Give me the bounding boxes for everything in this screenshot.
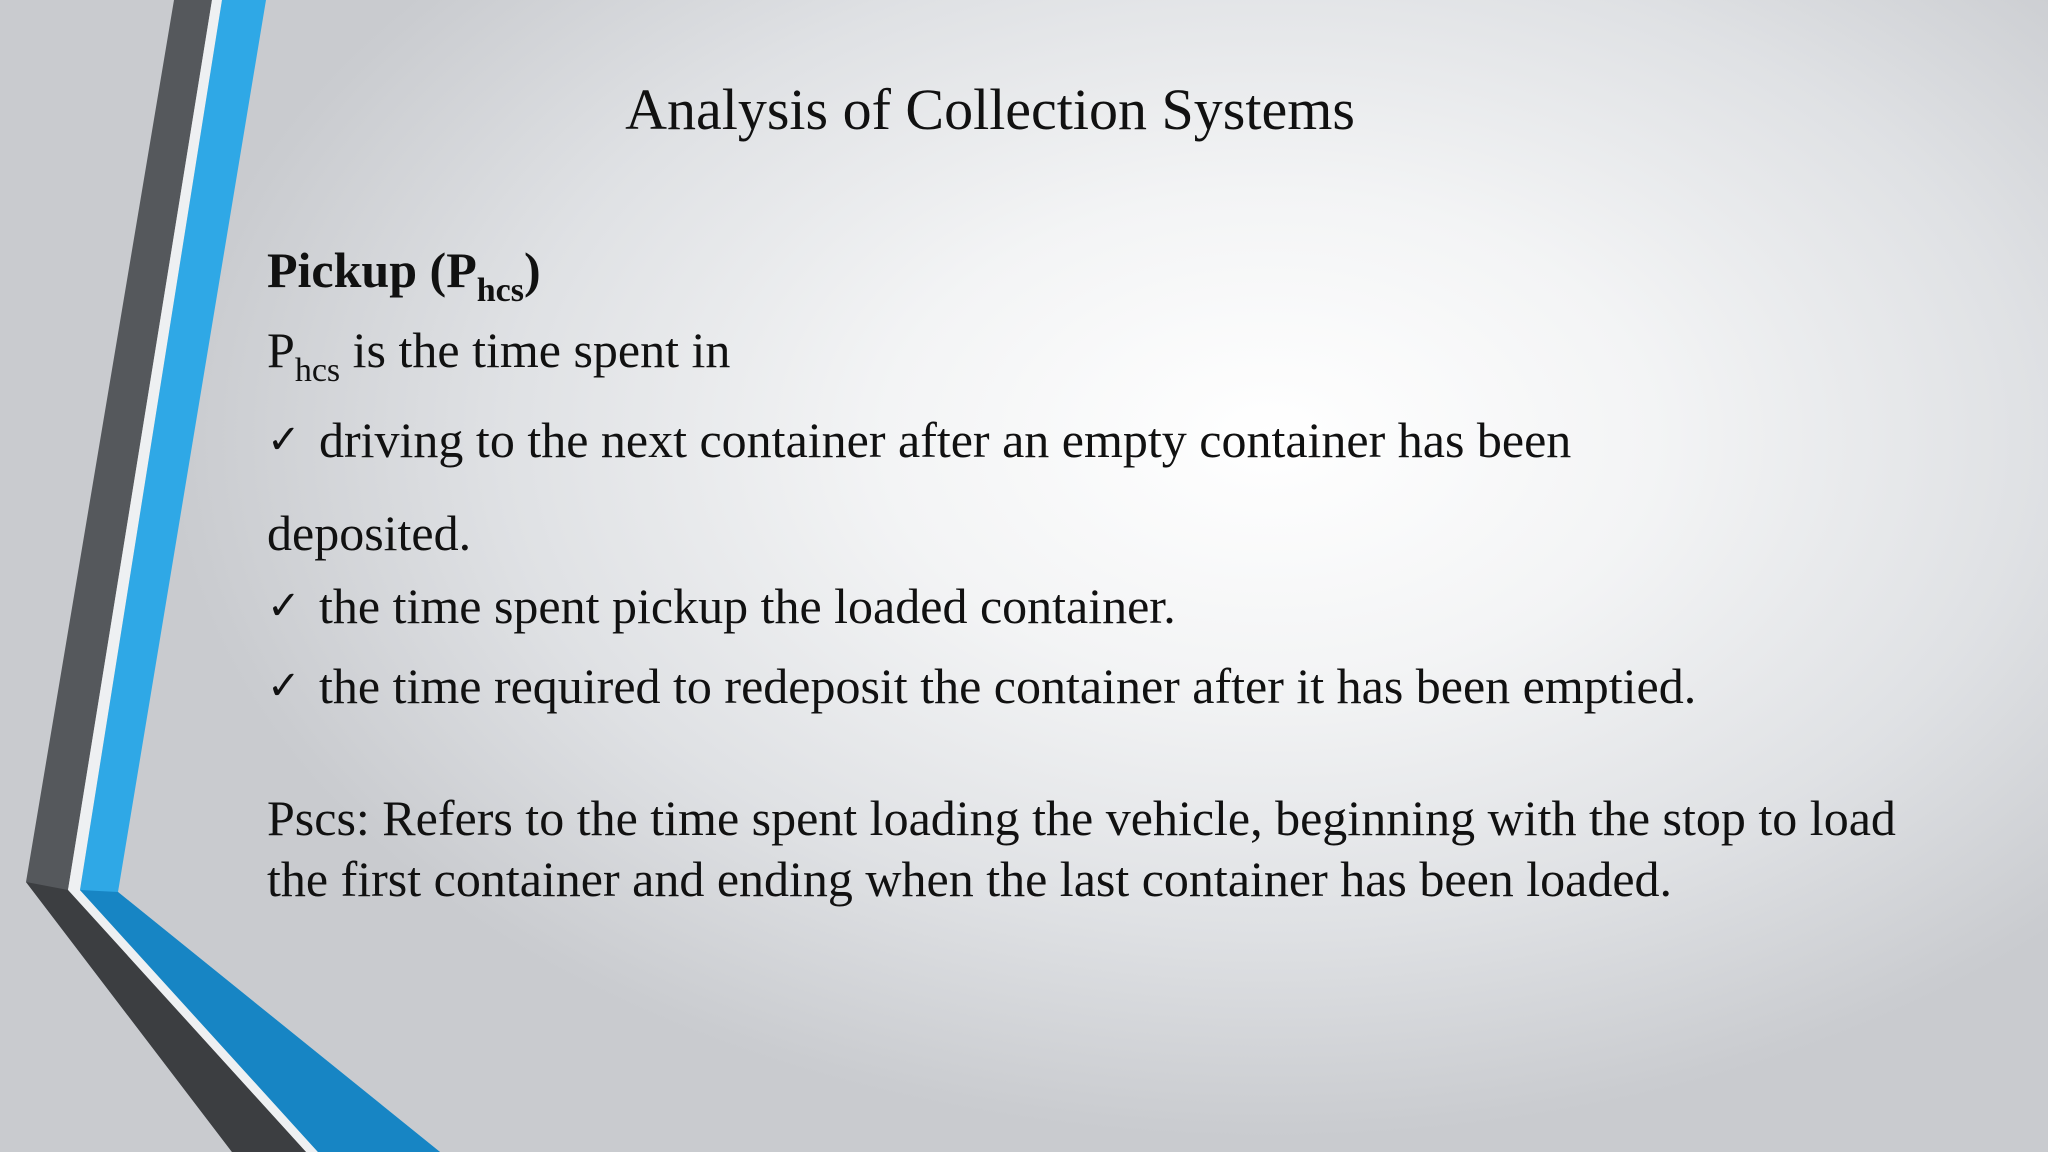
slide-title: Analysis of Collection Systems [625,77,1355,142]
section-heading [267,240,541,309]
intro-subscript: hcs [294,352,341,389]
bullet-item [267,410,1571,470]
bullet-text: driving to the next container after an empty container has been [319,412,1572,468]
heading-subscript: hcs [476,272,524,309]
intro-prefix: P [267,322,295,378]
bullet-text: the time spent pickup the loaded container. [319,578,1176,634]
intro-line [267,320,731,389]
definition-paragraph: Pscs: Refers to the time spent loading the vehicle, beginning with the stop to load the first container and ending when the last container has been loaded. [267,790,1896,907]
checkmark-icon: ✓ [267,583,301,629]
bullet-item [267,576,1176,636]
heading-text: Pickup (P [267,242,477,298]
bullet-item [267,656,1696,716]
bullet-continuation: deposited. [267,505,472,561]
heading-suffix: ) [523,242,541,298]
intro-suffix: is the time spent in [340,322,731,378]
checkmark-icon: ✓ [267,663,301,709]
checkmark-icon: ✓ [267,417,301,463]
bullet-text: the time required to redeposit the container after it has been emptied. [319,658,1697,714]
